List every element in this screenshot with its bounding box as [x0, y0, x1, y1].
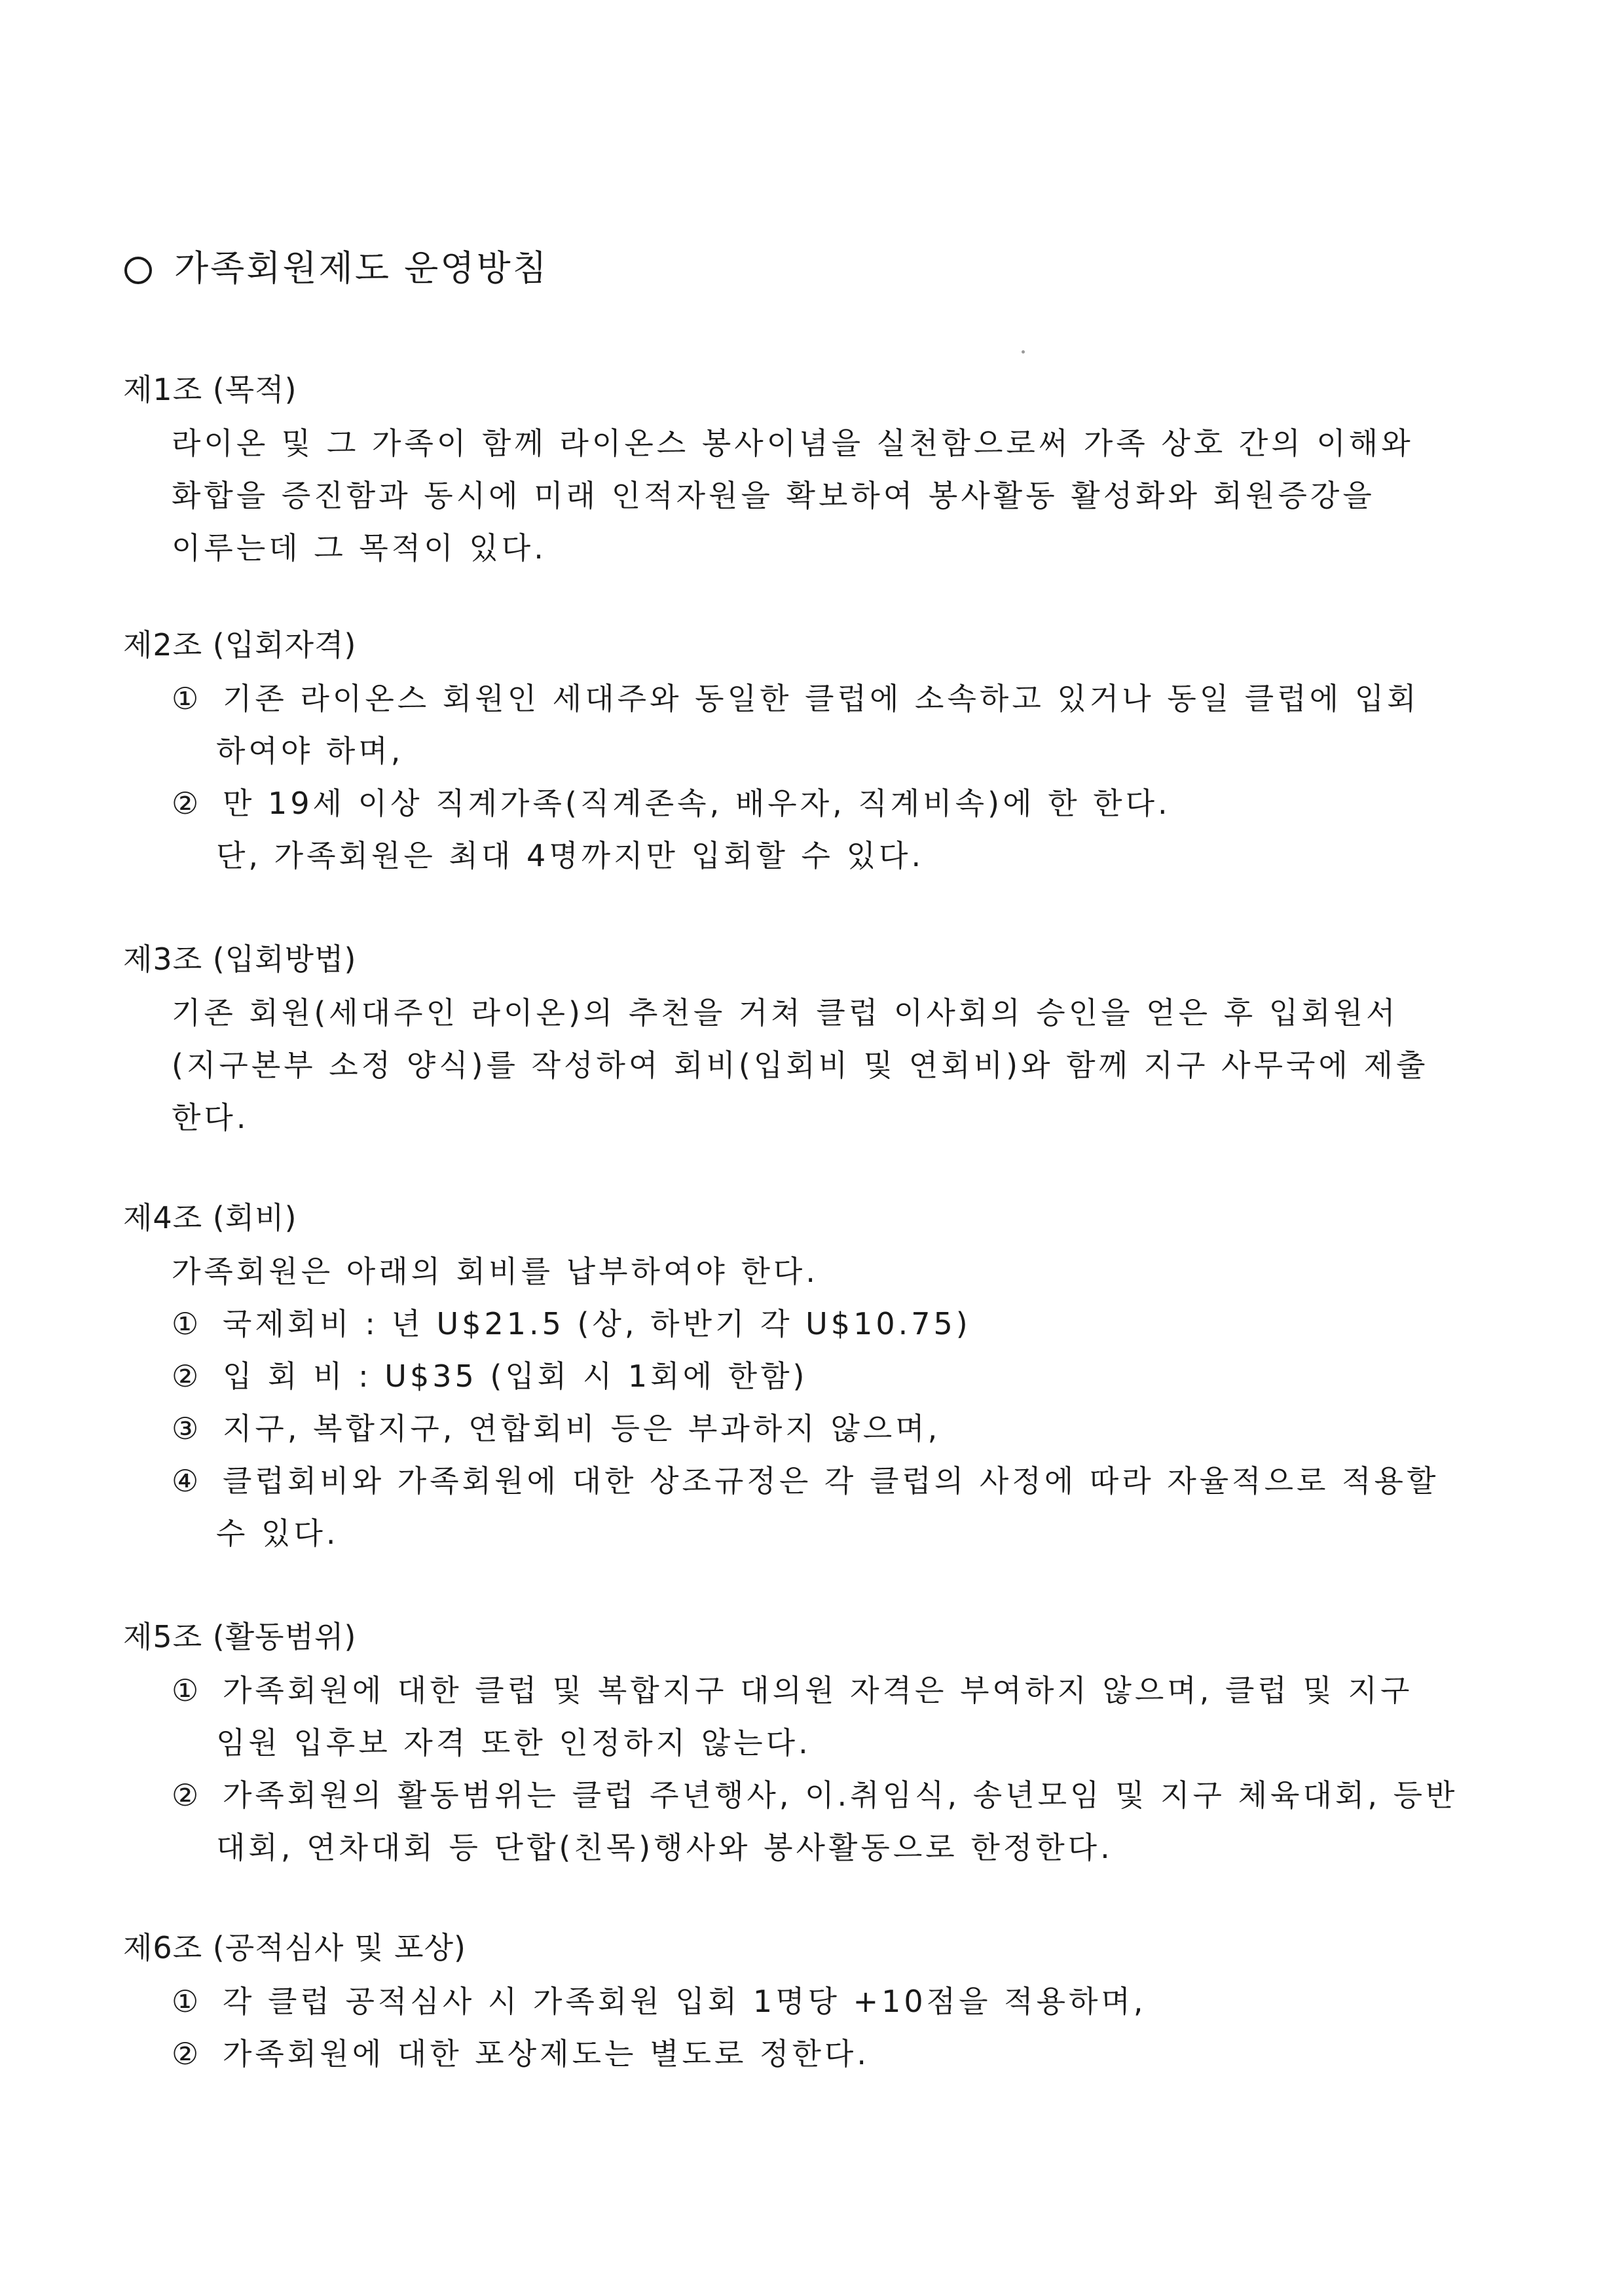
- item-number: ②: [172, 786, 202, 821]
- item-text: 만 19세 이상 직계가족(직계존속, 배우자, 직계비속)에 한 한다.: [223, 786, 1171, 821]
- item-text: 가족회원의 활동범위는 클럽 주년행사, 이.취임식, 송년모임 및 지구 체육대회, 등반: [223, 1777, 1458, 1813]
- item-continuation: 임원 입후보 자격 또한 인정하지 않는다.: [216, 1725, 811, 1760]
- document-title-text: 가족회원제도 운영방침: [174, 247, 549, 289]
- article-text-line: (지구본부 소정 양식)를 작성하여 회비(입회비 및 연회비)와 함께 지구 사무국에 제출: [172, 1048, 1429, 1083]
- item-continuation: 수 있다.: [216, 1516, 339, 1551]
- article-item: [172, 1664, 1412, 1717]
- item-text: 입 회 비 : U$35 (입회 시 1회에 한함): [223, 1358, 808, 1394]
- article-text-line: 화합을 증진함과 동시에 미래 인적자원을 확보하여 봉사활동 활성화와 회원증강을: [172, 478, 1375, 513]
- article-heading: 제3조 (입회방법): [123, 941, 357, 977]
- article-text-line: 한다.: [172, 1100, 249, 1135]
- article-item: [172, 1298, 971, 1350]
- item-number: ②: [172, 1358, 202, 1394]
- item-text: 가족회원에 대한 포상제도는 별도로 정한다.: [223, 2036, 870, 2071]
- scan-dot: [1022, 350, 1025, 354]
- article-heading: 제5조 (활동범위): [123, 1619, 357, 1654]
- article-item: [172, 672, 1420, 725]
- item-continuation: 단, 가족회원은 최대 4명까지만 입회할 수 있다.: [216, 838, 925, 873]
- item-number: ③: [172, 1411, 202, 1446]
- item-text: 각 클럽 공적심사 시 가족회원 입회 1명당 +10점을 적용하며,: [223, 1984, 1147, 2019]
- item-text: 지구, 복합지구, 연합회비 등은 부과하지 않으며,: [223, 1411, 941, 1446]
- article-heading: 제2조 (입회자격): [123, 627, 357, 663]
- article-item: [172, 777, 1171, 829]
- article-heading: 제4조 (회비): [123, 1200, 297, 1235]
- item-continuation: 대회, 연차대회 등 단합(친목)행사와 봉사활동으로 한정한다.: [216, 1830, 1113, 1865]
- item-number: ②: [172, 2036, 202, 2071]
- item-text: 국제회비 : 년 U$21.5 (상, 하반기 각 U$10.75): [223, 1306, 971, 1341]
- article-item: [172, 1769, 1458, 1821]
- article-text-line: 라이온 및 그 가족이 함께 라이온스 봉사이념을 실천함으로써 가족 상호 간의 이해와: [172, 426, 1414, 461]
- article-item: [172, 1975, 1147, 2028]
- item-text: 기존 라이온스 회원인 세대주와 동일한 클럽에 소속하고 있거나 동일 클럽에 입회: [223, 681, 1420, 716]
- document-title: [124, 242, 549, 295]
- article-heading: 제1조 (목적): [123, 372, 297, 407]
- item-continuation: 하여야 하며,: [216, 733, 404, 769]
- item-number: ①: [172, 1306, 202, 1341]
- item-number: ①: [172, 681, 202, 716]
- item-text: 가족회원에 대한 클럽 및 복합지구 대의원 자격은 부여하지 않으며, 클럽 및 지구: [223, 1673, 1413, 1708]
- article-item: [172, 1350, 807, 1402]
- article-item: [172, 1455, 1439, 1507]
- article-text-line: 기존 회원(세대주인 라이온)의 추천을 거쳐 클럽 이사회의 승인을 얻은 후 입회원서: [172, 995, 1399, 1030]
- item-text: 클럽회비와 가족회원에 대한 상조규정은 각 클럽의 사정에 따라 자율적으로 적용할: [223, 1463, 1439, 1499]
- article-item: [172, 1402, 940, 1455]
- item-number: ②: [172, 1777, 202, 1813]
- item-number: ①: [172, 1984, 202, 2019]
- item-number: ④: [172, 1463, 202, 1499]
- circle-bullet-icon: [124, 257, 152, 284]
- article-text-line: 이루는데 그 목적이 있다.: [172, 530, 547, 566]
- item-number: ①: [172, 1673, 202, 1708]
- article-heading: 제6조 (공적심사 및 포상): [123, 1930, 466, 1965]
- article-intro: 가족회원은 아래의 회비를 납부하여야 한다.: [172, 1254, 819, 1289]
- article-item: [172, 2028, 870, 2080]
